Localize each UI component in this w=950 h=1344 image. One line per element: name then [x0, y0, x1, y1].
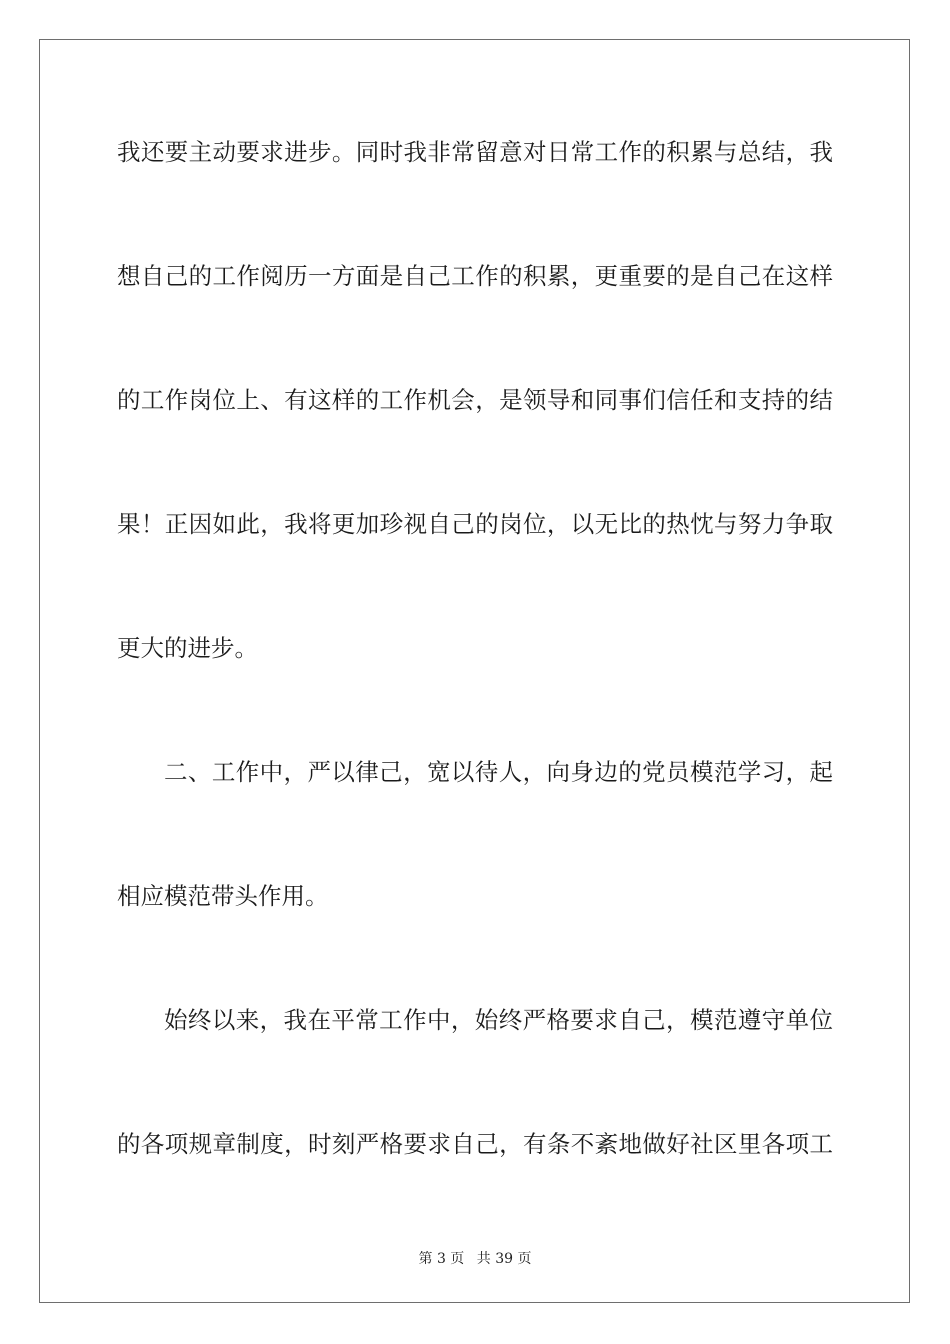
text-line: 相应模范带头作用。: [117, 882, 329, 910]
paragraph-heading-line: 二、工作中，严以律己，宽以待人，向身边的党员模范学习，起: [164, 758, 833, 786]
text-line: 的工作岗位上、有这样的工作机会，是领导和同事们信任和支持的结: [117, 386, 833, 414]
page-footer: [0, 1248, 950, 1268]
paragraph-first-line: 始终以来，我在平常工作中，始终严格要求自己，模范遵守单位: [164, 1006, 833, 1034]
page-frame: [39, 39, 910, 1303]
text-line: 我还要主动要求进步。同时我非常留意对日常工作的积累与总结，我: [117, 138, 833, 166]
total-pages: 共 39 页: [476, 1251, 532, 1267]
text-line: 更大的进步。: [117, 634, 258, 662]
text-line: 想自己的工作阅历一方面是自己工作的积累，更重要的是自己在这样: [117, 262, 833, 290]
text-line: 的各项规章制度，时刻严格要求自己，有条不紊地做好社区里各项工: [117, 1130, 833, 1158]
text-line: 果！正因如此，我将更加珍视自己的岗位，以无比的热忱与努力争取: [117, 510, 833, 538]
page-number: 第 3 页: [418, 1251, 465, 1267]
